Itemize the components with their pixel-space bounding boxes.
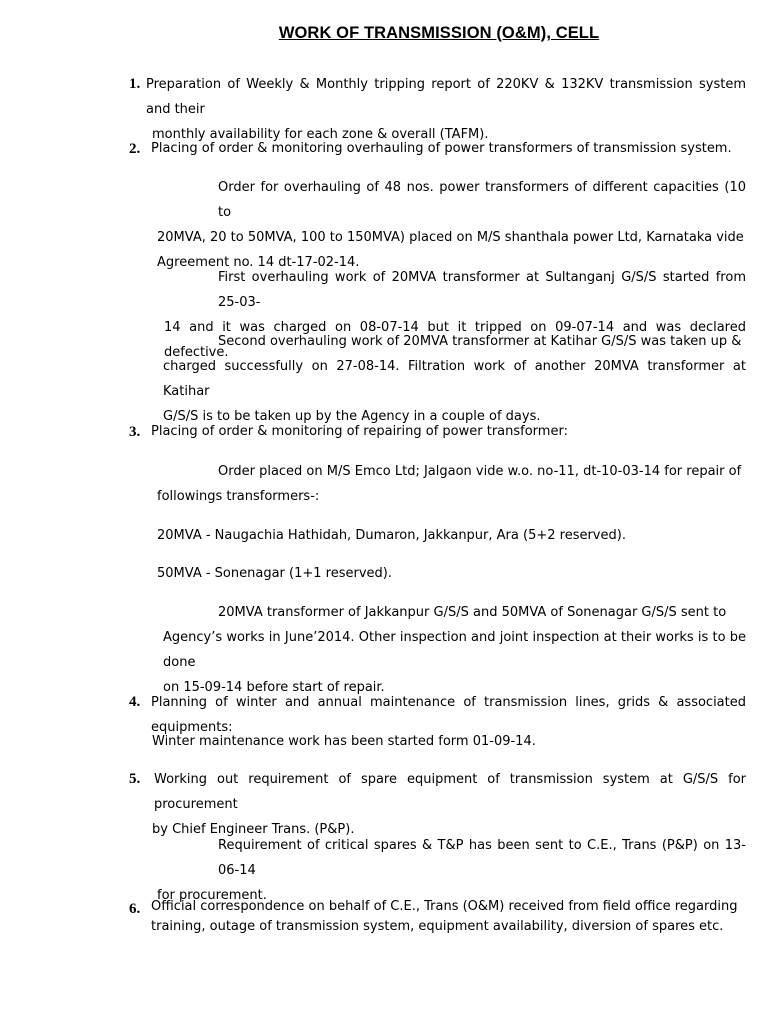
text-line: 20MVA - Naugachia Hathidah, Dumaron, Jakkanpur, Ara (5+2 reserved).: [157, 528, 626, 543]
text-line: 50MVA - Sonenagar (1+1 reserved).: [157, 566, 392, 581]
text-line: 20MVA transformer of Jakkanpur G/S/S and 50MVA of Sonenagar G/S/S sent to: [218, 605, 727, 620]
item-2-paragraph-3: [163, 329, 746, 429]
text-line: on 15-09-14 before start of repair.: [163, 680, 385, 695]
text-line: Planning of winter and annual maintenance of transmission lines, grids & associated equipments:: [151, 695, 746, 735]
page-title: WORK OF TRANSMISSION (O&M), CELL: [278, 24, 600, 42]
text-line: charged successfully on 27-08-14. Filtration work of another 20MVA transformer at Katihar: [163, 359, 746, 399]
text-line: Placing of order & monitoring of repairing of power transformer:: [151, 424, 568, 439]
item-2-heading: [151, 136, 746, 161]
item-number: 4.: [129, 694, 141, 710]
text-line: monthly availability for each zone & overall (TAFM).: [152, 127, 489, 142]
text-line: Working out requirement of spare equipment of transmission system at G/S/S for procurement: [154, 772, 746, 812]
text-line: Requirement of critical spares & T&P has been sent to C.E., Trans (P&P) on 13-06-14: [218, 838, 746, 878]
item-number: 2.: [129, 141, 141, 157]
item-3-heading: [151, 419, 746, 444]
item-number: 6.: [129, 901, 141, 917]
item-number: 3.: [129, 424, 141, 440]
item-3-paragraph-2: [163, 600, 746, 700]
item-3-list-50mva: [157, 561, 746, 586]
item-number: 1.: [129, 76, 141, 92]
item-5-heading: [152, 767, 746, 842]
text-line: Winter maintenance work has been started form 01-09-14.: [152, 734, 536, 749]
text-line: First overhauling work of 20MVA transformer at Sultanganj G/S/S started from 25-03-: [218, 270, 746, 310]
text-line: Order placed on M/S Emco Ltd; Jalgaon vide w.o. no-11, dt-10-03-14 for repair of: [218, 464, 742, 479]
text-line: 20MVA, 20 to 50MVA, 100 to 150MVA) placed on M/S shanthala power Ltd, Karnataka vide: [157, 230, 744, 245]
text-line: G/S/S is to be taken up by the Agency in a couple of days.: [163, 409, 541, 424]
item-6-text: [151, 897, 746, 937]
item-3-list-20mva: [157, 523, 746, 548]
text-line: Order for overhauling of 48 nos. power transformers of different capacities (10 to: [218, 180, 746, 220]
item-2-paragraph-1: [157, 175, 746, 275]
text-line: Preparation of Weekly & Monthly tripping report of 220KV & 132KV transmission system and their: [146, 77, 746, 117]
text-line: training, outage of transmission system, equipment availability, diversion of spares etc.: [151, 919, 724, 934]
text-line: Agreement no. 14 dt-17-02-14.: [157, 255, 360, 270]
item-number: 5.: [129, 771, 141, 787]
item-4-paragraph-1: [152, 729, 746, 754]
text-line: followings transformers-:: [157, 489, 320, 504]
text-line: by Chief Engineer Trans. (P&P).: [152, 822, 355, 837]
text-line: Agency’s works in June’2014. Other inspection and joint inspection at their works is to be done: [163, 630, 746, 670]
text-line: Placing of order & monitoring overhauling of power transformers of transmission system.: [151, 141, 732, 156]
text-line: Second overhauling work of 20MVA transformer at Katihar G/S/S was taken up &: [218, 334, 742, 349]
text-line: 14 and it was charged on 08-07-14 but it tripped on 09-07-14 and was declared defective.: [164, 320, 746, 360]
text-line: Official correspondence on behalf of C.E., Trans (O&M) received from field office regarding: [151, 899, 738, 914]
item-3-paragraph-1: [157, 459, 746, 509]
text-line: for procurement.: [157, 888, 267, 903]
